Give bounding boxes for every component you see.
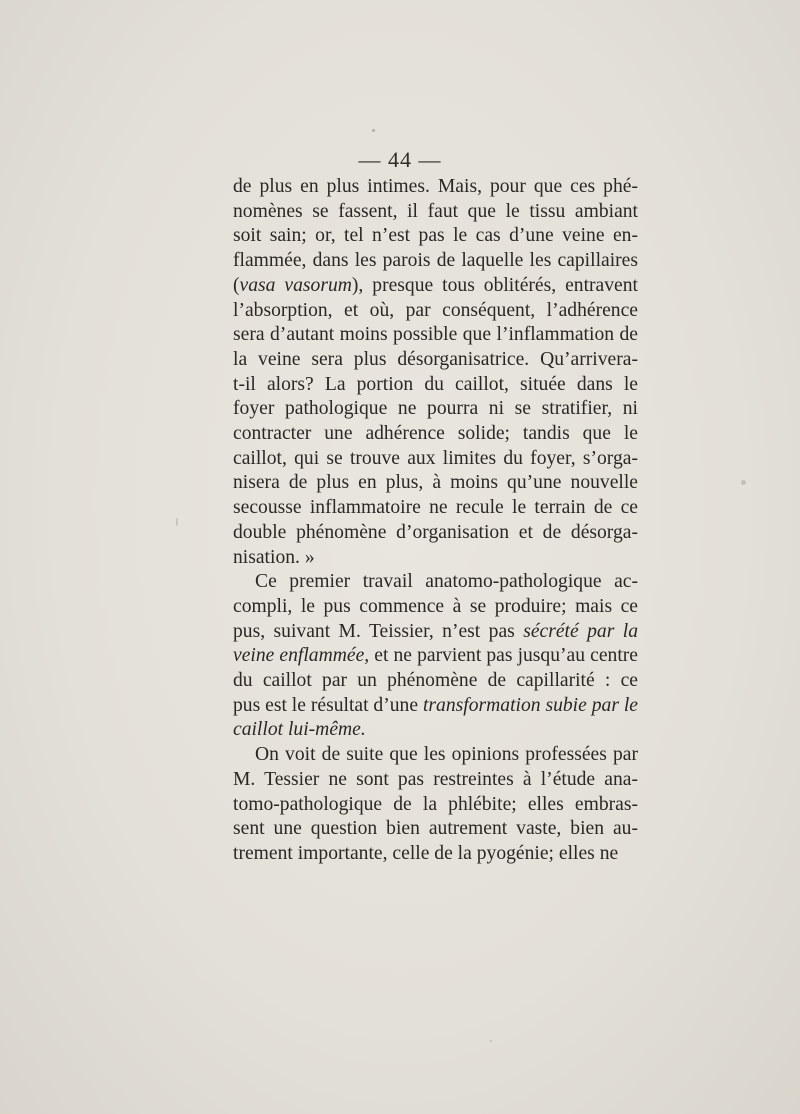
text-line: [233, 249, 638, 274]
text-segment: (: [233, 274, 240, 296]
text-segment: sent une question bien autrement vaste, bien au-: [233, 818, 638, 840]
text-line: [233, 817, 638, 842]
text-line: [233, 644, 638, 669]
text-segment: la veine sera plus désorganisatrice. Qu’arrivera-: [233, 348, 638, 370]
text-segment: flammée, dans les parois de laquelle les capillaires: [233, 250, 638, 272]
text-line: [233, 546, 638, 571]
italic-text: caillot lui-même.: [233, 719, 366, 741]
text-line: [233, 669, 638, 694]
text-segment: double phénomène d’organisation et de désorga-: [233, 521, 638, 543]
text-segment: tomo-pathologique de la phlébite; elles embras-: [233, 793, 638, 815]
text-segment: caillot, qui se trouve aux limites du foyer, s’orga-: [233, 447, 638, 469]
text-segment: nomènes se fassent, il faut que le tissu ambiant: [233, 200, 638, 222]
paper-speck: [176, 518, 178, 526]
italic-text: sécrété par la: [523, 620, 638, 642]
text-line: [233, 299, 638, 324]
text-line: [233, 620, 638, 645]
text-line: [233, 224, 638, 249]
text-line: [233, 373, 638, 398]
text-line: [233, 348, 638, 373]
text-segment: pus, suivant M. Teissier, n’est pas: [233, 620, 524, 642]
body-text: [233, 175, 638, 867]
text-segment: pus est le résultat d’une: [233, 694, 423, 716]
text-line: [233, 570, 638, 595]
text-line: [233, 718, 638, 743]
text-segment: soit sain; or, tel n’est pas le cas d’une veine en-: [233, 225, 638, 247]
text-line: [233, 422, 638, 447]
text-line: [233, 274, 638, 299]
text-segment: du caillot par un phénomène de capillarité : ce: [233, 670, 638, 692]
text-line: [233, 842, 638, 867]
text-line: [233, 447, 638, 472]
text-segment: sera d’autant moins possible que l’inflammation de: [233, 324, 638, 346]
text-line: [233, 768, 638, 793]
text-line: [233, 521, 638, 546]
paper-speck: [741, 480, 746, 485]
italic-text: vasa vasorum: [239, 274, 352, 296]
text-segment: de plus en plus intimes. Mais, pour que ces phé-: [233, 176, 638, 197]
page-number: — 44 —: [358, 147, 442, 172]
text-line: [233, 595, 638, 620]
text-segment: secousse inflammatoire ne recule le terrain de ce: [233, 497, 638, 519]
text-segment: t-il alors? La portion du caillot, située dans le: [233, 373, 638, 395]
text-segment: On voit de suite que les opinions professées par: [255, 744, 638, 766]
text-segment: trement importante, celle de la pyogénie; elles ne: [233, 842, 619, 864]
text-line: [233, 200, 638, 225]
italic-text: veine enflammée,: [233, 645, 370, 667]
text-line: [233, 496, 638, 521]
paper-speck: [372, 129, 375, 132]
text-line: [233, 397, 638, 422]
text-line: [233, 694, 638, 719]
text-segment: nisera de plus en plus, à moins qu’une nouvelle: [233, 472, 638, 494]
text-segment: ), presque tous oblitérés, entravent: [351, 274, 638, 296]
text-segment: nisation. »: [233, 546, 315, 568]
text-segment: l’absorption, et où, par conséquent, l’adhérence: [233, 299, 638, 321]
text-segment: foyer pathologique ne pourra ni se stratifier, ni: [233, 398, 638, 420]
text-line: [233, 471, 638, 496]
text-segment: contracter une adhérence solide; tandis que le: [233, 423, 638, 445]
text-line: [233, 323, 638, 348]
text-line: [233, 743, 638, 768]
text-segment: compli, le pus commence à se produire; mais ce: [233, 595, 638, 617]
text-segment: et ne parvient pas jusqu’au centre: [369, 645, 638, 667]
italic-text: transformation subie par le: [422, 694, 638, 716]
paper-speck: [490, 1040, 492, 1042]
text-line: [233, 793, 638, 818]
text-line: [233, 175, 638, 200]
text-segment: M. Tessier ne sont pas restreintes à l’étude ana-: [233, 768, 638, 790]
text-segment: Ce premier travail anatomo-pathologique ac-: [255, 571, 638, 593]
